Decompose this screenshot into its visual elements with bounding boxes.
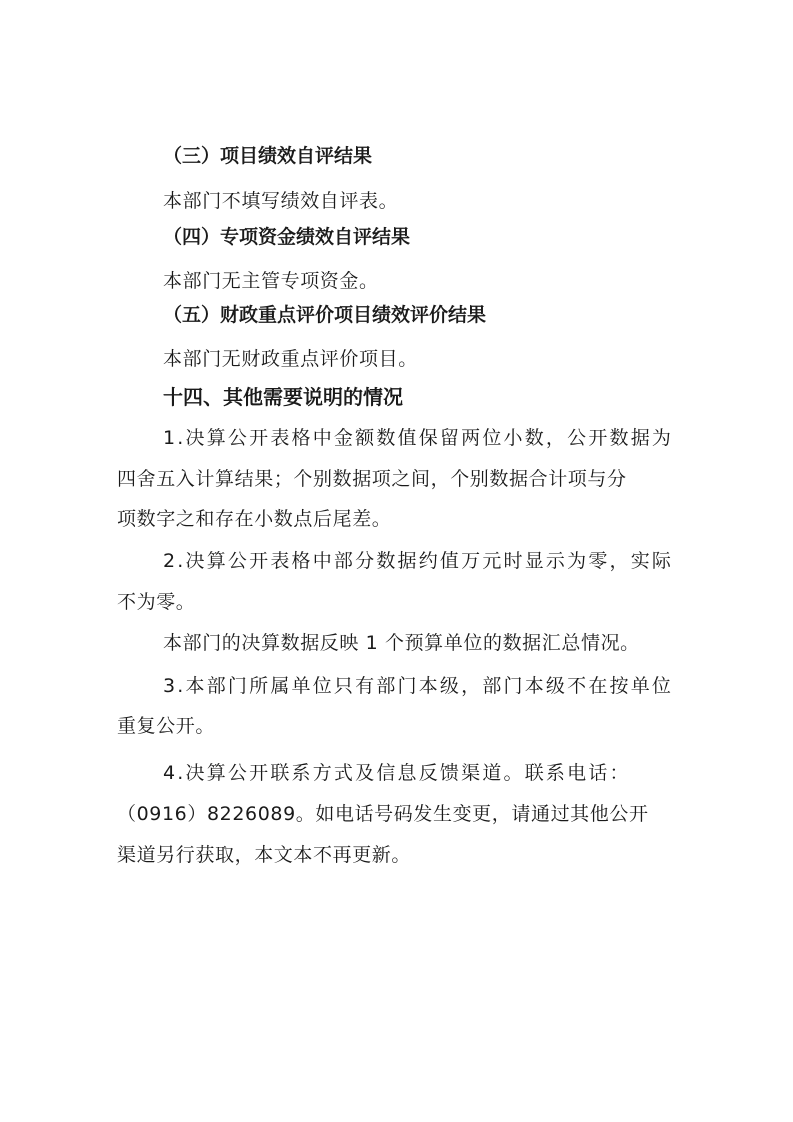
section-3-heading: （三）项目绩效自评结果: [163, 145, 373, 167]
section-5-heading: （五）财政重点评价项目绩效评价结果: [163, 304, 487, 326]
item-4-line-2: （0916）8226089。如电话号码发生变更，请通过其他公开: [117, 803, 649, 825]
section-4-heading: （四）专项资金绩效自评结果: [163, 226, 411, 248]
section-4-text: 本部门无主管专项资金。: [163, 270, 379, 292]
section-3-text: 本部门不填写绩效自评表。: [163, 190, 399, 212]
item-2-line-1: 2.决算公开表格中部分数据约值万元时显示为零，实际: [163, 550, 674, 572]
section-5-text: 本部门无财政重点评价项目。: [163, 348, 418, 370]
item-4-line-3: 渠道另行获取，本文本不再更新。: [117, 844, 412, 866]
item-1-line-2: 四舍五入计算结果；个别数据项之间，个别数据合计项与分: [117, 468, 627, 490]
item-1-line-1: 1.决算公开表格中金额数值保留两位小数，公开数据为: [163, 427, 674, 449]
item-4-line-1: 4.决算公开联系方式及信息反馈渠道。联系电话：: [163, 762, 631, 784]
item-3-line-1: 3.本部门所属单位只有部门本级，部门本级不在按单位: [163, 675, 674, 697]
item-2-note: 本部门的决算数据反映 1 个预算单位的数据汇总情况。: [163, 632, 640, 654]
section-14-heading: 十四、其他需要说明的情况: [163, 385, 403, 409]
item-3-line-2: 重复公开。: [117, 715, 216, 737]
item-2-line-2: 不为零。: [117, 591, 196, 613]
item-1-line-3: 项数字之和存在小数点后尾差。: [117, 508, 392, 530]
